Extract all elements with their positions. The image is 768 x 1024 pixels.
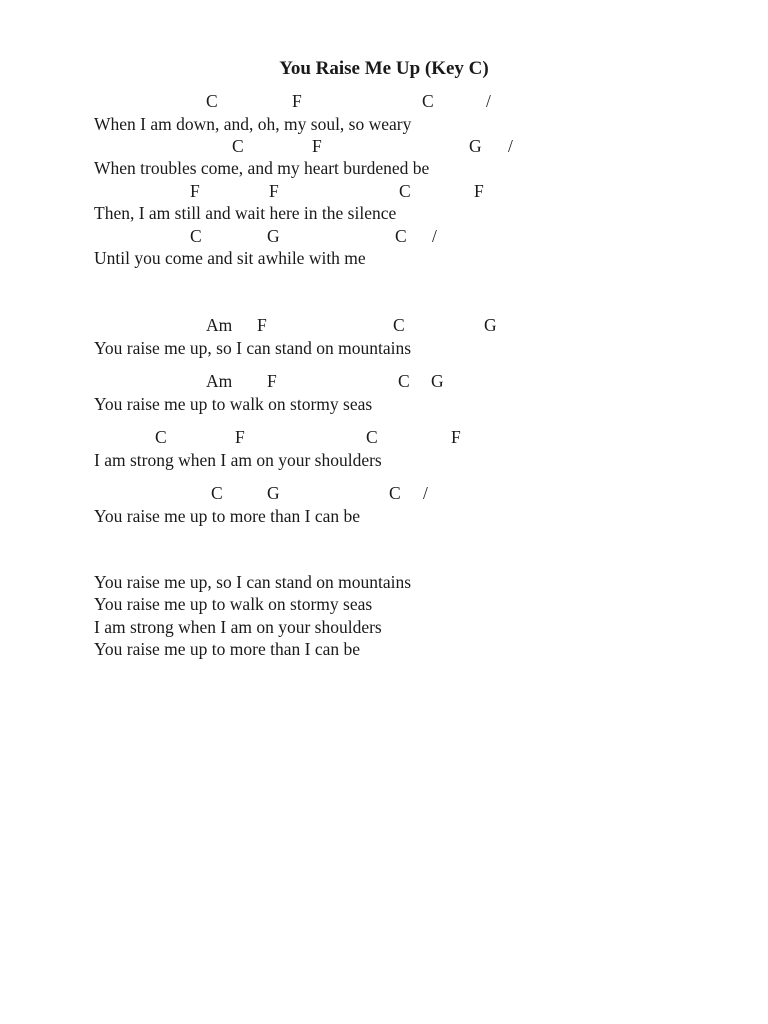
chord: F (257, 315, 267, 335)
chord: Am (206, 315, 233, 335)
chord: F (267, 371, 277, 391)
chord: / (432, 226, 437, 246)
chord: / (508, 136, 513, 156)
lyric-line: You raise me up to walk on stormy seas (94, 394, 373, 414)
chord: F (451, 427, 461, 447)
lyric-line: You raise me up to walk on stormy seas (94, 594, 373, 614)
chord: F (190, 181, 200, 201)
chord: G (469, 136, 482, 156)
chord: F (269, 181, 279, 201)
chord: G (431, 371, 444, 391)
chord: C (399, 181, 411, 201)
chord: G (267, 226, 280, 246)
song-title: You Raise Me Up (Key C) (279, 58, 489, 79)
lyric-line: I am strong when I am on your shoulders (94, 617, 382, 637)
chord: C (206, 91, 218, 111)
chord: F (235, 427, 245, 447)
lyric-line: I am strong when I am on your shoulders (94, 450, 382, 470)
lyric-line: When I am down, and, oh, my soul, so weary (94, 114, 412, 134)
chord: G (484, 315, 497, 335)
chord: C (395, 226, 407, 246)
chord: F (312, 136, 322, 156)
chord: / (486, 91, 491, 111)
lyric-line: You raise me up, so I can stand on mountains (94, 572, 412, 592)
lyric-line: When troubles come, and my heart burdened be (94, 158, 430, 178)
chord: C (398, 371, 410, 391)
chord: C (366, 427, 378, 447)
chord: C (211, 483, 223, 503)
lyric-line: You raise me up, so I can stand on mountains (94, 338, 412, 358)
chord: C (190, 226, 202, 246)
chord: C (389, 483, 401, 503)
chord: C (155, 427, 167, 447)
chord: C (422, 91, 434, 111)
lyric-line: You raise me up to more than I can be (94, 639, 361, 659)
chord: F (474, 181, 484, 201)
chord: Am (206, 371, 233, 391)
lyric-line: Then, I am still and wait here in the silence (94, 203, 397, 223)
chord: C (393, 315, 405, 335)
chord: G (267, 483, 280, 503)
chord: / (423, 483, 428, 503)
lyric-line: Until you come and sit awhile with me (94, 248, 366, 268)
chord: F (292, 91, 302, 111)
lyric-line: You raise me up to more than I can be (94, 506, 361, 526)
chord: C (232, 136, 244, 156)
